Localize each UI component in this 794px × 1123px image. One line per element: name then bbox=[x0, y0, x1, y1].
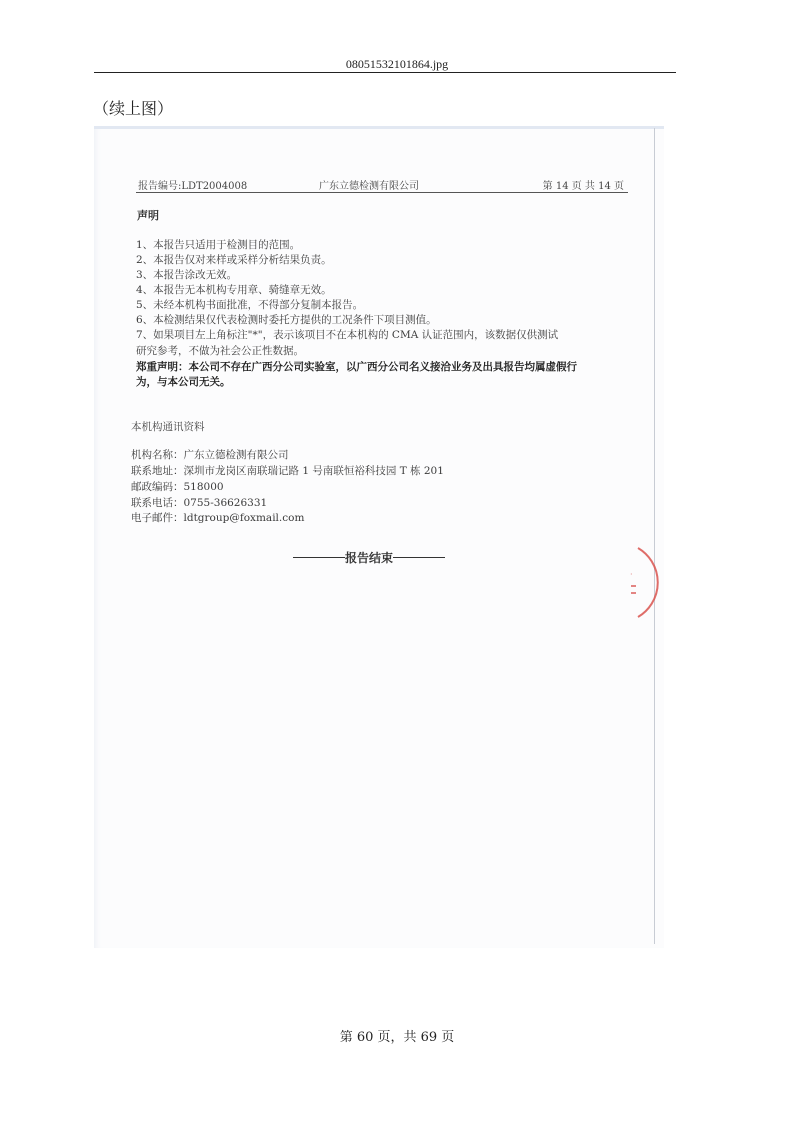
contact-line: 联系电话：0755-36626331 bbox=[131, 497, 268, 509]
contact-line: 邮政编码：518000 bbox=[131, 481, 224, 493]
report-number: 报告编号:LDT2004008 bbox=[138, 181, 248, 192]
company-header: 广东立德检测有限公司 bbox=[319, 181, 419, 192]
scan-right-edge bbox=[654, 128, 655, 944]
scan-header-divider bbox=[136, 192, 628, 193]
svg-text:·: · bbox=[630, 570, 633, 579]
scan-header bbox=[138, 177, 628, 191]
solemn-statement: 郑重声明：本公司不存在广西分公司实验室，以广西分公司名义接洽业务及出具报告均属虚假行 bbox=[136, 361, 577, 373]
document-filename: 08051532101864.jpg bbox=[345, 57, 449, 71]
solemn-statement: 为，与本公司无关。 bbox=[136, 376, 231, 388]
statement-item: 6、本检测结果仅代表检测时委托方提供的工况条件下项目测值。 bbox=[136, 314, 437, 326]
page-footer: 第 60 页，共 69 页 bbox=[339, 1030, 455, 1045]
report-end-marker bbox=[293, 549, 445, 566]
report-end-text: 报告结束 bbox=[345, 551, 394, 565]
statement-item: 研究参考，不做为社会公正性数据。 bbox=[136, 345, 304, 357]
contact-line: 机构名称：广东立德检测有限公司 bbox=[131, 449, 289, 461]
statement-item: 5、未经本机构书面批准，不得部分复制本报告。 bbox=[136, 299, 364, 311]
statement-item: 7、如果项目左上角标注"*"，表示该项目不在本机构的 CMA 认证范围内，该数据仅供测试 bbox=[136, 329, 559, 341]
statement-title: 声明 bbox=[137, 209, 159, 222]
statement-item: 3、本报告涂改无效。 bbox=[136, 269, 238, 281]
end-dash-left bbox=[293, 557, 345, 558]
contact-line: 电子邮件：ldtgroup@foxmail.com bbox=[131, 512, 305, 524]
page-indicator: 第 14 页 共 14 页 bbox=[542, 181, 624, 192]
end-dash-right bbox=[393, 557, 445, 558]
seal-stamp-fragment bbox=[630, 545, 660, 620]
continuation-label: （续上图） bbox=[93, 99, 174, 118]
contact-line: 联系地址：深圳市龙岗区南联瑞记路 1 号南联恒裕科技园 T 栋 201 bbox=[131, 465, 444, 477]
contact-title: 本机构通讯资料 bbox=[131, 421, 205, 433]
header-divider bbox=[94, 72, 676, 73]
scan-top-edge bbox=[94, 126, 664, 129]
statement-item: 4、本报告无本机构专用章、骑缝章无效。 bbox=[136, 284, 332, 296]
statement-item: 1、本报告只适用于检测目的范围。 bbox=[136, 239, 301, 251]
statement-item: 2、本报告仅对来样或采样分析结果负责。 bbox=[136, 254, 332, 266]
